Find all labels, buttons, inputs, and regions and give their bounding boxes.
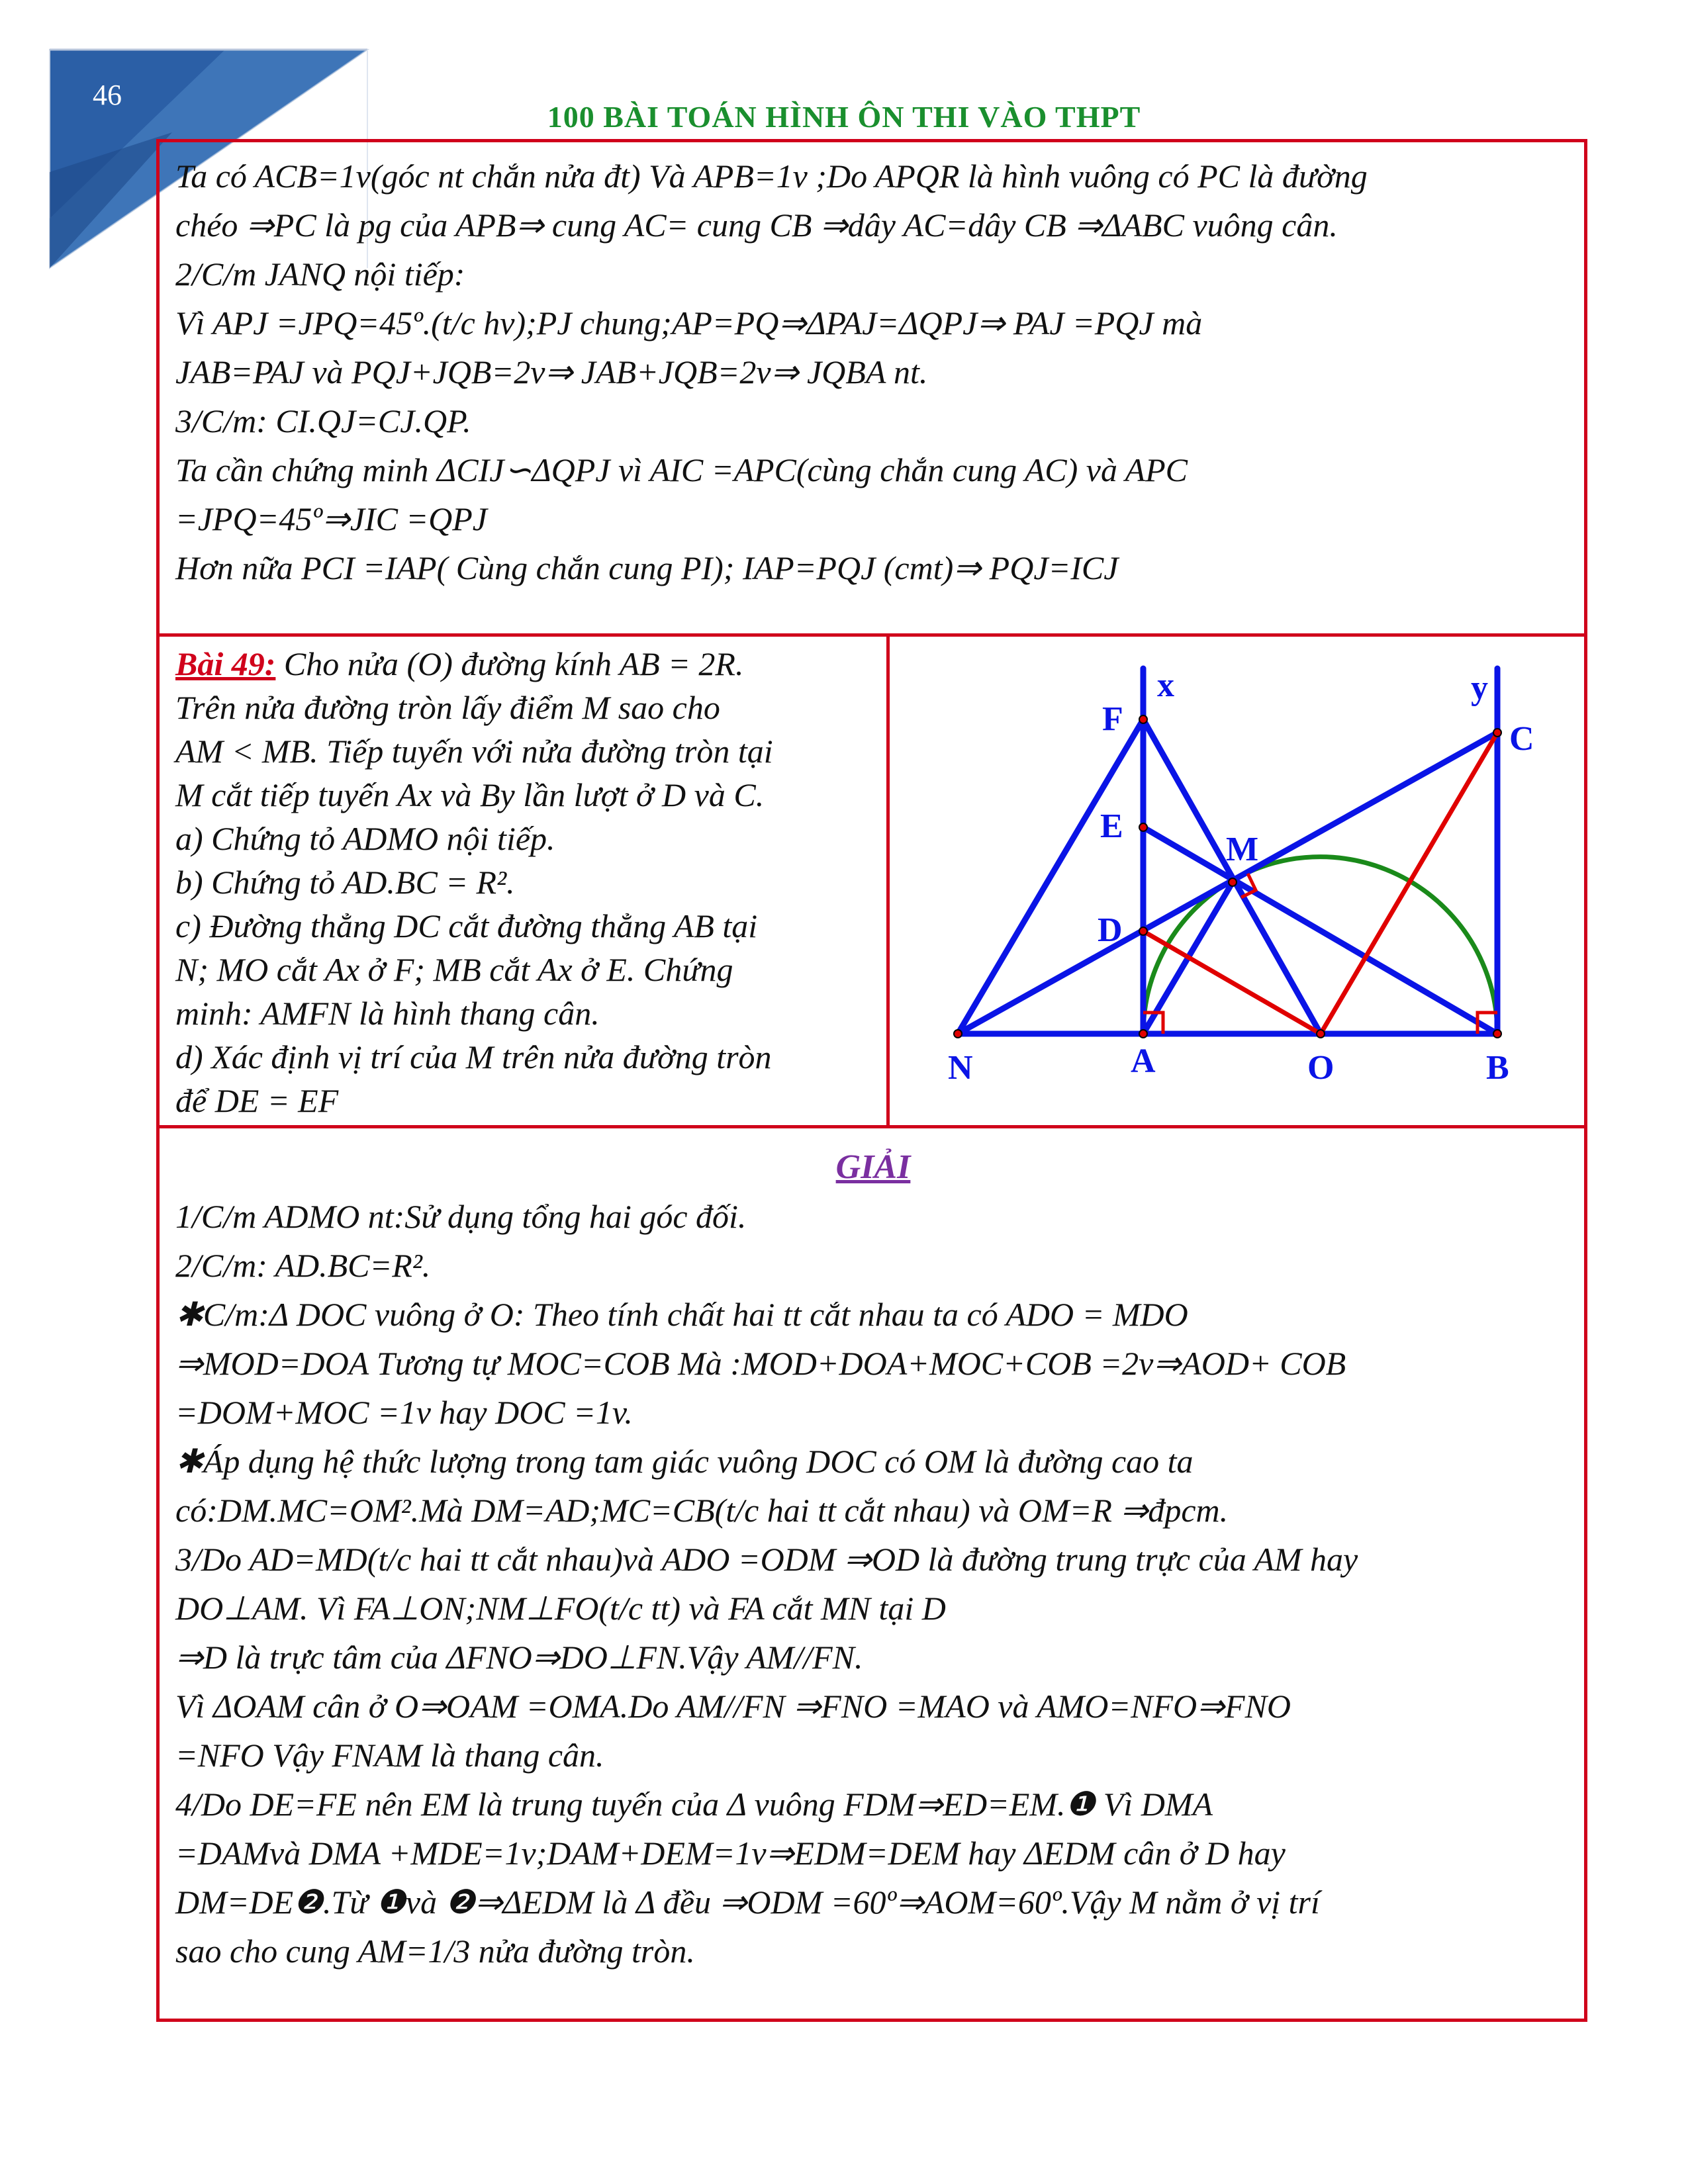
text-line: ✱Áp dụng hệ thức lượng trong tam giác vuông DOC có OM là đường cao ta (175, 1443, 1194, 1480)
point-F (1139, 715, 1147, 723)
point-C (1493, 729, 1501, 737)
text-line: Hơn nữa PCI =IAP( Cùng chắn cung PI); IAP=PQJ (cmt)⇒ PQJ=ICJ (175, 549, 1119, 586)
label-B: B (1486, 1049, 1509, 1087)
text-line: 4/Do DE=FE nên EM là trung tuyến của Δ vuông FDM⇒ED=EM.❶ Vì DMA (175, 1786, 1213, 1823)
problem-line: Bài 49: Cho nửa (O) đường kính AB = 2R. (175, 645, 744, 682)
point-D (1139, 927, 1147, 935)
text-line: Ta có ACB=1v(góc nt chắn nửa đt) Và APB=1v ;Do APQR là hình vuông có PC là đường (175, 158, 1368, 195)
text-line: sao cho cung AM=1/3 nửa đường tròn. (175, 1933, 695, 1970)
solution-heading: GIẢI (835, 1148, 911, 1186)
text-line: JAB=PAJ và PQJ+JQB=2v⇒ JAB+JQB=2v⇒ JQBA nt. (175, 353, 928, 390)
label-x: x (1157, 666, 1174, 704)
text-line: =NFO Vậy FNAM là thang cân. (175, 1737, 604, 1774)
problem-line: c) Đường thẳng DC cắt đường thẳng AB tại (175, 907, 758, 944)
problem-line: minh: AMFN là hình thang cân. (175, 995, 600, 1032)
text-line: 2/C/m JANQ nội tiếp: (175, 255, 465, 293)
label-y: y (1471, 669, 1488, 707)
text-line: =JPQ=45º⇒JIC =QPJ (175, 500, 487, 537)
line-OC (1321, 733, 1497, 1034)
text-line: Ta cần chứng minh ΔCIJ∽ΔQPJ vì AIC =APC(cùng chắn cung AC) và APC (175, 451, 1188, 488)
figure-box (886, 633, 1587, 1128)
point-A (1139, 1030, 1147, 1038)
page-header-title: 100 BÀI TOÁN HÌNH ÔN THI VÀO THPT (547, 100, 1141, 134)
point-B (1493, 1030, 1501, 1038)
text-line: chéo ⇒PC là pg của APB⇒ cung AC= cung CB ⇒dây AC=dây CB ⇒ΔABC vuông cân. (175, 206, 1338, 244)
text-line: 3/Do AD=MD(t/c hai tt cắt nhau)và ADO =ODM ⇒OD là đường trung trực của AM hay (175, 1541, 1358, 1578)
text-line: 1/C/m ADMO nt:Sử dụng tổng hai góc đối. (175, 1198, 747, 1235)
problem-line: M cắt tiếp tuyến Ax và By lần lượt ở D và C. (175, 776, 765, 813)
text-line: DM=DE❷.Từ ❶và ❷⇒ΔEDM là Δ đều ⇒ODM =60º⇒AOM=60º.Vậy M nằm ở vị trí (175, 1884, 1320, 1921)
text-line: Vì ΔOAM cân ở O⇒OAM =OMA.Do AM//FN ⇒FNO =MAO và AMO=NFO⇒FNO (175, 1688, 1291, 1725)
label-F: F (1102, 700, 1123, 738)
text-line: có:DM.MC=OM².Mà DM=AD;MC=CB(t/c hai tt cắt nhau) và OM=R ⇒đpcm. (175, 1492, 1229, 1529)
text-line: ⇒D là trực tâm của ΔFNO⇒DO⊥FN.Vậy AM//FN. (175, 1639, 863, 1676)
text-line: 2/C/m: AD.BC=R². (175, 1247, 431, 1284)
problem-line: AM < MB. Tiếp tuyến với nửa đường tròn tại (175, 733, 773, 770)
text-line: DO⊥AM. Vì FA⊥ON;NM⊥FO(t/c tt) và FA cắt MN tại D (175, 1590, 946, 1627)
problem-line: N; MO cắt Ax ở F; MB cắt Ax ở E. Chứng (175, 951, 733, 988)
problem-line: Trên nửa đường tròn lấy điểm M sao cho (175, 689, 720, 726)
text-line: 3/C/m: CI.QJ=CJ.QP. (175, 402, 471, 439)
label-O: O (1307, 1049, 1335, 1087)
label-A: A (1131, 1042, 1156, 1080)
problem-line: d) Xác định vị trí của M trên nửa đường tròn (175, 1038, 772, 1075)
text-line: ⇒MOD=DOA Tương tự MOC=COB Mà :MOD+DOA+MOC+COB =2v⇒AOD+ COB (175, 1345, 1346, 1382)
text-line: =DAMvà DMA +MDE=1v;DAM+DEM=1v⇒EDM=DEM hay ΔEDM cân ở D hay (175, 1835, 1286, 1872)
label-N: N (948, 1049, 973, 1087)
point-N (954, 1030, 962, 1038)
label-D: D (1098, 911, 1123, 949)
label-C: C (1509, 720, 1534, 758)
text-line: Vì APJ =JPQ=45º.(t/c hv);PJ chung;AP=PQ⇒ΔPAJ=ΔQPJ⇒ PAJ =PQJ mà (175, 304, 1203, 341)
point-M (1229, 878, 1237, 886)
label-E: E (1100, 807, 1123, 845)
top-solution-box (156, 139, 1587, 637)
geometry-figure (890, 637, 1584, 1125)
problem-title: Bài 49: (175, 645, 276, 682)
label-M: M (1226, 831, 1259, 868)
page-number: 46 (93, 79, 122, 111)
problem-line: b) Chứng tỏ AD.BC = R². (175, 864, 515, 901)
text-line: ✱C/m:Δ DOC vuông ở O: Theo tính chất hai tt cắt nhau ta có ADO = MDO (175, 1296, 1188, 1333)
problem-box (156, 633, 890, 1128)
point-O (1317, 1030, 1325, 1038)
problem-line: a) Chứng tỏ ADMO nội tiếp. (175, 820, 555, 857)
line-NF (958, 719, 1143, 1034)
point-E (1139, 823, 1147, 831)
solution-box (156, 1125, 1587, 2022)
problem-line: để DE = EF (175, 1082, 339, 1119)
text-line: =DOM+MOC =1v hay DOC =1v. (175, 1394, 633, 1431)
